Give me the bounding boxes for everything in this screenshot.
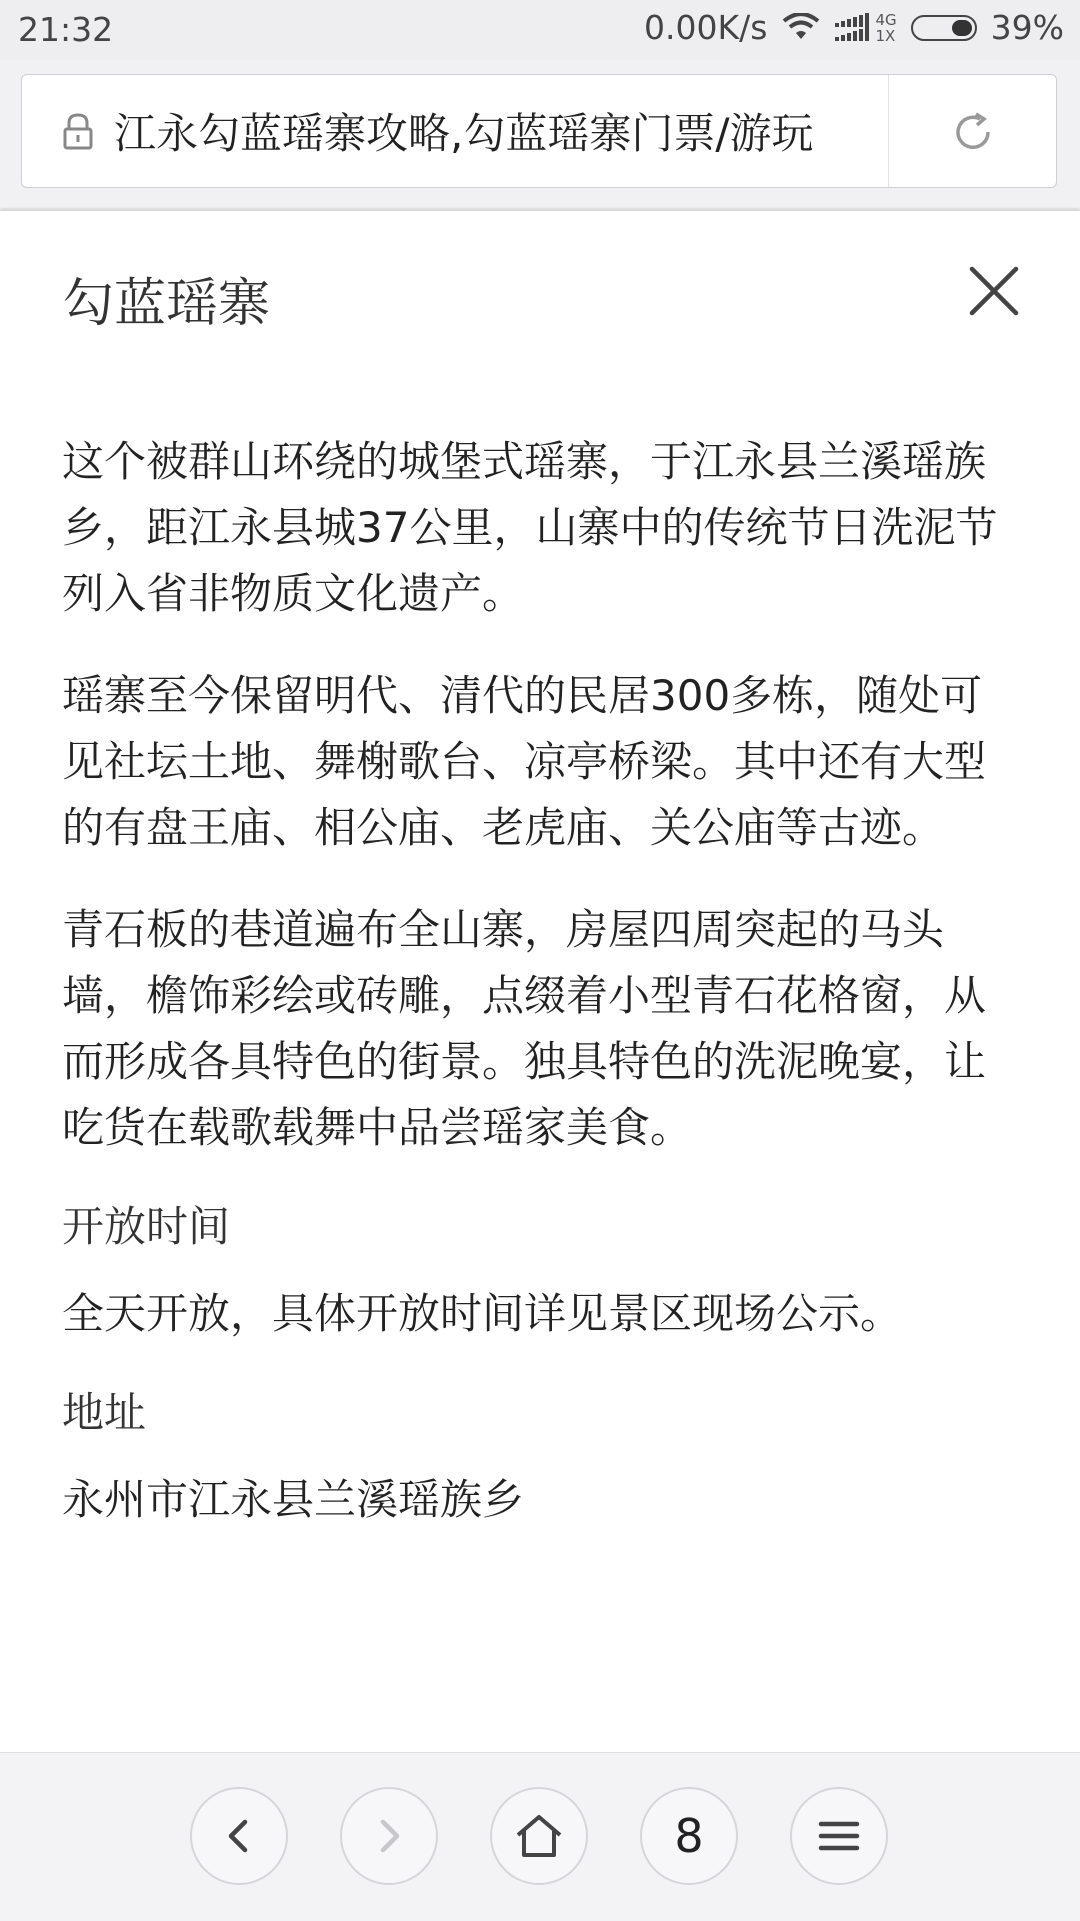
home-icon [514, 1813, 564, 1859]
address-bar[interactable] [21, 74, 1057, 188]
tab-count: 8 [674, 1809, 704, 1863]
panel-content [62, 429, 1022, 1569]
status-indicators [644, 8, 1064, 47]
description-paragraph-2: 瑶寨至今保留明代、清代的民居300多栋，随处可见社坛土地、舞榭歌台、凉亭桥梁。其中还有大型的有盘王庙、相公庙、老虎庙、关公庙等古迹。 [62, 671, 987, 852]
refresh-icon[interactable] [950, 109, 996, 155]
network-type [875, 12, 896, 44]
forward-button[interactable] [340, 1787, 438, 1885]
url-divider [888, 75, 889, 187]
back-button[interactable] [190, 1787, 288, 1885]
network-type-top: 4G [875, 10, 897, 29]
network-speed: 0.00K/s [644, 8, 768, 47]
menu-button[interactable] [790, 1787, 888, 1885]
battery-percent: 39% [990, 8, 1064, 47]
info-panel [0, 210, 1080, 1753]
panel-title: 勾蓝瑶寨 [62, 274, 271, 334]
signal-bars-icon [835, 13, 871, 43]
lock-icon [58, 111, 98, 151]
address-value: 永州市江永县兰溪瑶族乡 [62, 1475, 525, 1524]
close-icon[interactable] [966, 263, 1022, 319]
address-label: 地址 [62, 1388, 147, 1437]
tabs-button[interactable] [640, 1787, 738, 1885]
opening-hours-value: 全天开放，具体开放时间详见景区现场公示。 [62, 1289, 903, 1338]
home-button[interactable] [490, 1787, 588, 1885]
forward-icon [369, 1816, 409, 1856]
wifi-icon [781, 13, 821, 43]
status-bar [0, 0, 1080, 60]
back-icon [219, 1816, 259, 1856]
battery-icon [911, 15, 977, 41]
cell-signal [835, 12, 896, 44]
description-paragraph-1: 这个被群山环绕的城堡式瑶寨，于江永县兰溪瑶族乡，距江永县城37公里，山寨中的传统节日洗泥节列入省非物质文化遗产。 [62, 437, 998, 618]
opening-hours-label: 开放时间 [62, 1202, 231, 1251]
url-text[interactable]: 江永勾蓝瑶寨攻略,勾蓝瑶寨门票/游玩 [114, 109, 814, 158]
bottom-navigation [0, 1752, 1080, 1921]
network-type-bottom: 1X [875, 26, 896, 45]
status-time: 21:32 [18, 10, 114, 49]
menu-icon [817, 1816, 861, 1856]
description-paragraph-3: 青石板的巷道遍布全山寨，房屋四周突起的马头墙，檐饰彩绘或砖雕，点缀着小型青石花格窗，从而形成各具特色的街景。独具特色的洗泥晚宴，让吃货在载歌载舞中品尝瑶家美食。 [62, 905, 987, 1152]
